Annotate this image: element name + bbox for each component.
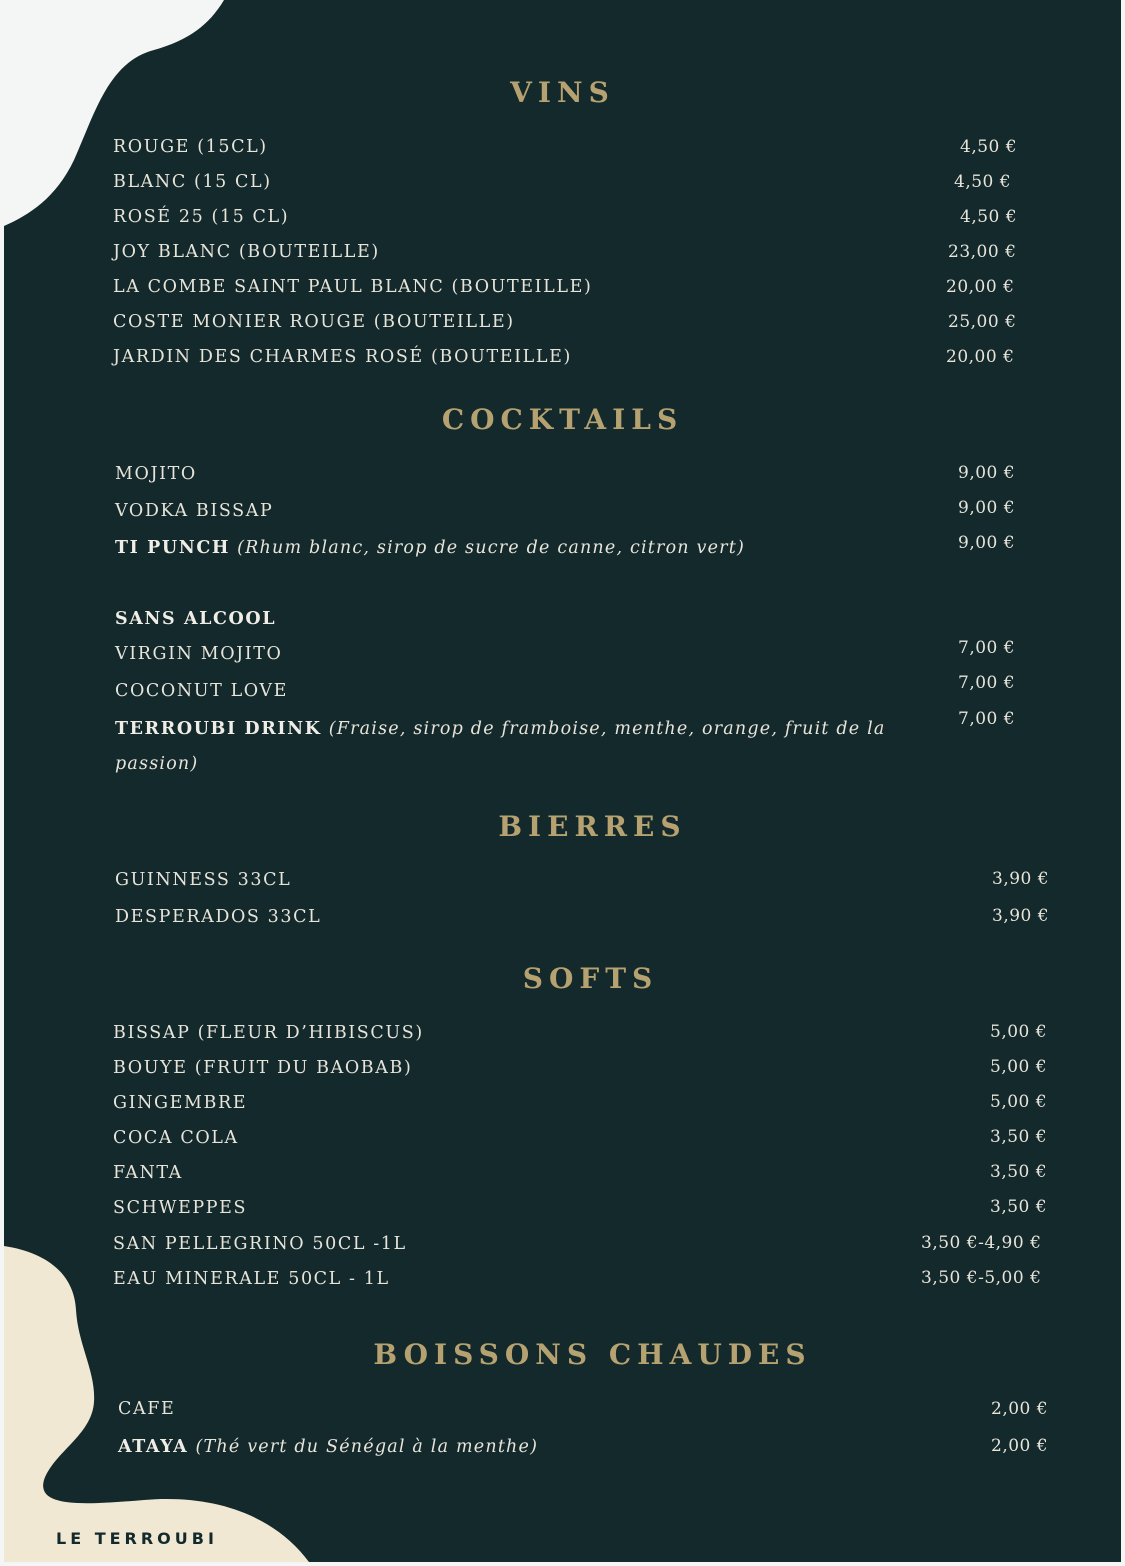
menu-item-detail: (Thé vert du Sénégal à la menthe) bbox=[195, 1437, 539, 1457]
menu-item-name: BLANC (15 CL) bbox=[113, 172, 272, 192]
decorative-shapes bbox=[4, 0, 1121, 1562]
menu-item-price: 4,50 € bbox=[954, 172, 1012, 192]
menu-item-price: 5,00 € bbox=[990, 1022, 1048, 1042]
menu-item-price: 5,00 € bbox=[990, 1057, 1048, 1077]
menu-item-price: 3,50 € bbox=[990, 1127, 1048, 1147]
brand-logo: LE TERROUBI bbox=[56, 1529, 218, 1548]
menu-item-price: 3,50 € bbox=[990, 1162, 1048, 1182]
menu-item-name: ATAYA bbox=[118, 1437, 189, 1457]
menu-item-name: JARDIN DES CHARMES ROSÉ (BOUTEILLE) bbox=[113, 347, 572, 367]
menu-item-price: 3,90 € bbox=[992, 869, 1050, 889]
menu-item-name-with-detail bbox=[115, 719, 886, 739]
menu-item-price: 7,00 € bbox=[958, 673, 1016, 693]
menu-item-price: 23,00 € bbox=[948, 242, 1017, 262]
menu-item-price: 9,00 € bbox=[958, 533, 1016, 553]
menu-item-name: BOUYE (FRUIT DU BAOBAB) bbox=[113, 1058, 413, 1078]
section-title-cocktails: COCKTAILS bbox=[441, 403, 684, 436]
menu-item-price: 3,50 €-5,00 € bbox=[921, 1268, 1042, 1288]
menu-item-price: 7,00 € bbox=[958, 638, 1016, 658]
menu-item-name: VODKA BISSAP bbox=[115, 501, 274, 521]
menu-item-detail: (Rhum blanc, sirop de sucre de canne, citron vert) bbox=[237, 538, 746, 558]
menu-item-name: GUINNESS 33CL bbox=[115, 870, 292, 890]
menu-item-name: DESPERADOS 33CL bbox=[115, 907, 322, 927]
subsection-label-sans-alcool: SANS ALCOOL bbox=[115, 609, 277, 629]
menu-item-name-with-detail bbox=[118, 1437, 538, 1457]
menu-item-name: ROSÉ 25 (15 CL) bbox=[113, 207, 290, 227]
menu-item-price: 25,00 € bbox=[948, 312, 1017, 332]
menu-item-price: 4,50 € bbox=[960, 137, 1018, 157]
menu-item-name: VIRGIN MOJITO bbox=[115, 644, 283, 664]
menu-item-name-with-detail bbox=[115, 538, 745, 558]
menu-item-detail: (Fraise, sirop de framboise, menthe, orange, fruit de la bbox=[328, 719, 886, 739]
menu-item-name: COSTE MONIER ROUGE (BOUTEILLE) bbox=[113, 312, 515, 332]
menu-item-name: SAN PELLEGRINO 50CL -1L bbox=[113, 1234, 407, 1254]
menu-item-name: ROUGE (15CL) bbox=[113, 137, 268, 157]
menu-item-name: TERROUBI DRINK bbox=[115, 719, 322, 739]
menu-sheet bbox=[4, 0, 1121, 1562]
menu-item-price: 5,00 € bbox=[990, 1092, 1048, 1112]
menu-item-name: COCONUT LOVE bbox=[115, 681, 289, 701]
menu-item-price: 7,00 € bbox=[958, 709, 1016, 729]
menu-item-price: 20,00 € bbox=[946, 277, 1015, 297]
menu-item-name: JOY BLANC (BOUTEILLE) bbox=[113, 242, 380, 262]
section-title-bierres: BIERRES bbox=[498, 810, 687, 843]
menu-item-price: 3,50 € bbox=[990, 1197, 1048, 1217]
menu-item-price: 3,90 € bbox=[992, 906, 1050, 926]
menu-item-detail-line2: passion) bbox=[115, 754, 199, 774]
menu-item-name: COCA COLA bbox=[113, 1128, 239, 1148]
menu-item-price: 9,00 € bbox=[958, 463, 1016, 483]
menu-item-name: TI PUNCH bbox=[115, 538, 230, 558]
menu-item-name: EAU MINERALE 50CL - 1L bbox=[113, 1269, 390, 1289]
section-title-softs: SOFTS bbox=[522, 962, 659, 995]
menu-item-price: 9,00 € bbox=[958, 498, 1016, 518]
menu-item-price: 2,00 € bbox=[991, 1436, 1049, 1456]
menu-item-price: 4,50 € bbox=[960, 207, 1018, 227]
menu-item-name: LA COMBE SAINT PAUL BLANC (BOUTEILLE) bbox=[113, 277, 593, 297]
menu-item-name: CAFE bbox=[118, 1399, 176, 1419]
top-left-white-shape bbox=[4, 0, 224, 226]
menu-item-name: MOJITO bbox=[115, 464, 197, 484]
menu-item-price: 2,00 € bbox=[991, 1399, 1049, 1419]
menu-item-price: 3,50 €-4,90 € bbox=[921, 1233, 1042, 1253]
menu-item-name: GINGEMBRE bbox=[113, 1093, 248, 1113]
menu-item-name: BISSAP (FLEUR D’HIBISCUS) bbox=[113, 1023, 424, 1043]
section-title-boissons-chaudes: BOISSONS CHAUDES bbox=[373, 1338, 812, 1371]
section-title-vins: VINS bbox=[510, 76, 615, 109]
menu-item-price: 20,00 € bbox=[946, 347, 1015, 367]
menu-item-name: FANTA bbox=[113, 1163, 183, 1183]
menu-item-name: SCHWEPPES bbox=[113, 1198, 248, 1218]
